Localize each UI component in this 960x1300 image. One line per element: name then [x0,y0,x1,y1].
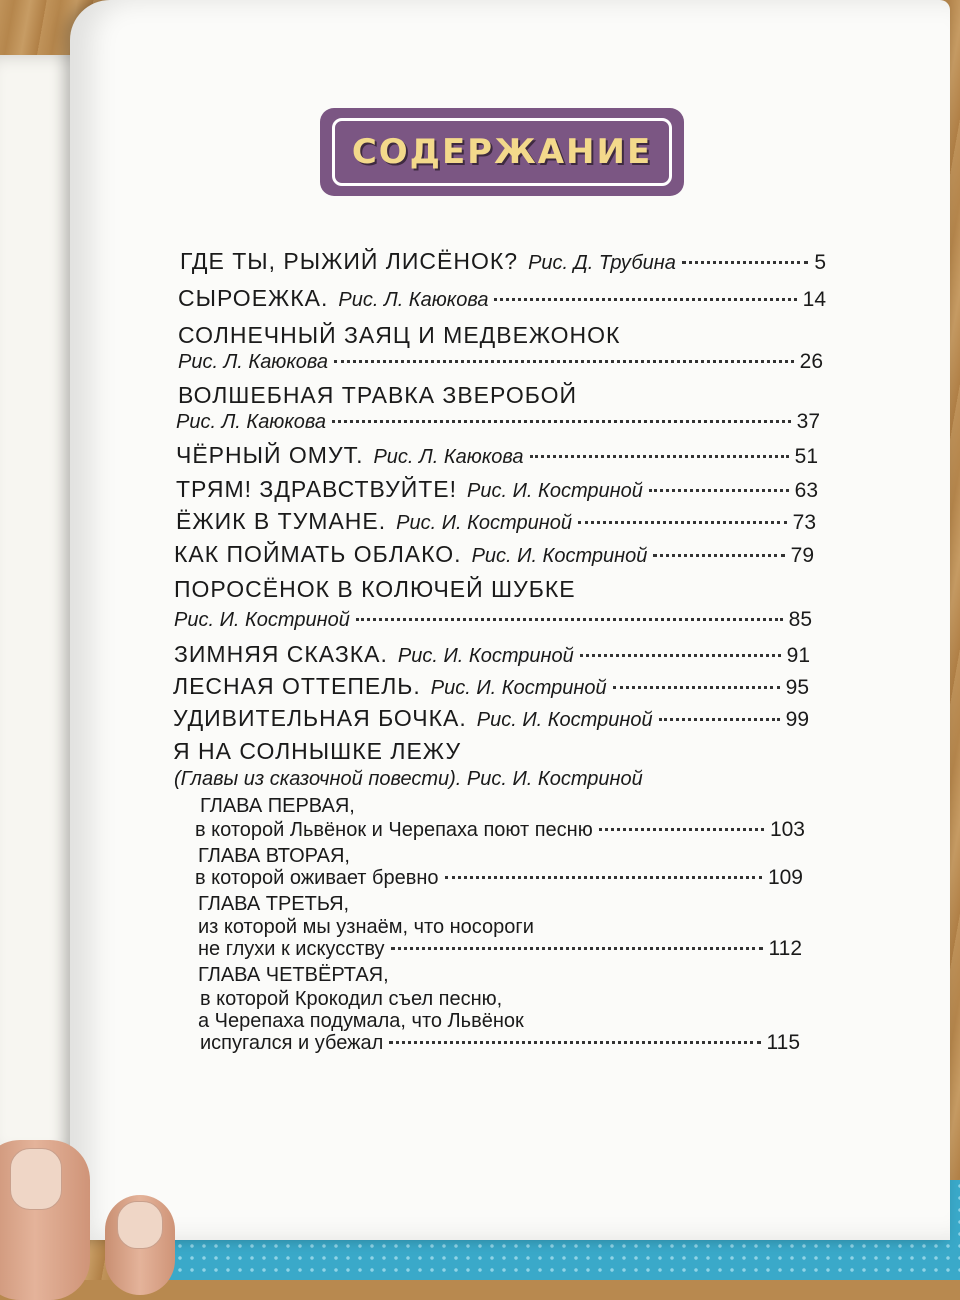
dot-leader [649,489,789,492]
chapter-line [198,916,534,939]
page-number: 115 [766,1031,800,1054]
page-number: 73 [792,511,816,534]
chapter-entry [195,866,803,890]
story-title: ГДЕ ТЫ, РЫЖИЙ ЛИСЁНОК? [180,248,519,274]
dot-leader [356,618,783,621]
illustrator-credit: Рис. И. Костриной [471,545,648,567]
toc-entry [178,350,823,374]
story-title: ЁЖИК В ТУМАНЕ. [176,508,387,534]
illustrator-credit: Рис. Л. Каюкова [373,446,524,468]
toc-entry [176,476,818,503]
chapter-entry [195,818,805,842]
chapter-entry [200,1031,800,1055]
toc-entry [174,641,810,668]
dot-leader [391,947,763,950]
chapter-heading: ГЛАВА ТРЕТЬЯ, [198,893,350,915]
chapter-title [200,795,355,818]
page-number: 85 [788,608,812,631]
illustrator-credit: Рис. И. Костриной [396,512,572,534]
chapter-description: не глухи к искусству [198,938,385,960]
toc-entry [180,248,826,275]
toc-entry [176,442,818,469]
story-title: КАК ПОЙМАТЬ ОБЛАКО. [174,541,462,567]
dot-leader [682,261,808,264]
toc-entry [176,410,820,434]
dot-leader [580,654,781,657]
dot-leader [389,1041,760,1044]
page-number: 109 [767,866,803,889]
toc-entry [173,705,809,732]
fingernail [117,1201,163,1249]
page-number: 51 [794,445,818,468]
illustrator-credit: Рис. Л. Каюкова [178,351,329,373]
toc-entry-title [178,322,620,349]
toc-entry [174,541,814,568]
chapter-description: в которой оживает бревно [195,867,439,889]
story-title: Я НА СОЛНЫШКЕ ЛЕЖУ [173,738,462,764]
page-number: 5 [814,251,826,274]
toc-entry [176,508,816,535]
chapter-description: а Черепаха подумала, что Львёнок [198,1010,524,1032]
page-number: 112 [768,937,802,960]
illustrator-credit: Рис. И. Костриной [430,677,607,699]
chapter-description: в которой Крокодил съел песню, [200,988,503,1010]
illustrator-credit: Рис. Д. Трубина [528,252,676,274]
page-number: 79 [790,544,814,567]
toc-entry-title [174,576,576,603]
page-number: 95 [785,676,809,699]
chapter-entry [198,937,802,961]
toc-entry [174,608,812,632]
dot-leader [445,876,762,879]
illustrator-credit: Рис. Л. Каюкова [176,411,327,433]
dot-leader [653,554,784,557]
chapter-title [198,964,389,987]
illustrator-credit: Рис. И. Костриной [397,645,574,667]
chapter-title [198,845,350,868]
dot-leader [530,455,789,458]
dot-leader [334,360,794,363]
chapter-description: в которой Львёнок и Черепаха поют песню [195,819,593,841]
page-number: 91 [786,644,810,667]
chapter-description: испугался и убежал [200,1032,384,1054]
story-title: ПОРОСЁНОК В КОЛЮЧЕЙ ШУБКЕ [174,576,576,602]
illustrator-credit: Рис. И. Костриной [174,609,350,631]
story-title: ЗИМНЯЯ СКАЗКА. [174,641,388,667]
toc-entry [173,673,809,700]
thumb [0,1140,90,1300]
chapter-heading: ГЛАВА ПЕРВАЯ, [200,795,355,817]
toc-entry [178,285,826,312]
page-number: 14 [802,288,826,311]
dot-leader [599,828,764,831]
toc-entry-title [178,382,577,409]
dot-leader [613,686,780,689]
chapter-line [200,988,502,1011]
illustrator-credit: Рис. Л. Каюкова [338,289,489,311]
dot-leader [332,420,791,423]
finger [105,1195,175,1295]
toc-entry-subtitle [174,768,643,791]
story-title: ТРЯМ! ЗДРАВСТВУЙТЕ! [176,476,458,502]
dot-leader [494,298,796,301]
page-number: 99 [785,708,809,731]
dot-leader [659,718,780,721]
toc-entry-title [173,738,461,765]
illustrator-credit: (Главы из сказочной повести). Рис. И. Костриной [174,768,643,790]
chapter-title [198,893,349,916]
chapter-heading: ГЛАВА ЧЕТВЁРТАЯ, [198,964,389,986]
illustrator-credit: Рис. И. Костриной [476,709,653,731]
page-number: 63 [794,479,818,502]
page-number: 26 [799,350,823,373]
story-title: ЧЁРНЫЙ ОМУТ. [176,442,364,468]
page-number: 37 [796,410,820,433]
page-number: 103 [769,818,805,841]
illustrator-credit: Рис. И. Костриной [467,480,643,502]
dot-leader [578,521,787,524]
chapter-heading: ГЛАВА ВТОРАЯ, [198,845,350,867]
chapter-description: из которой мы узнаём, что носороги [198,916,534,938]
contents-title: СОДЕРЖАНИЕ [351,132,653,172]
story-title: СЫРОЕЖКА. [178,285,329,311]
story-title: ЛЕСНАЯ ОТТЕПЕЛЬ. [173,673,421,699]
story-title: ВОЛШЕБНАЯ ТРАВКА ЗВЕРОБОЙ [178,382,577,408]
thumbnail-nail [10,1148,62,1210]
story-title: УДИВИТЕЛЬНАЯ БОЧКА. [173,705,467,731]
chapter-line [198,1010,524,1033]
story-title: СОЛНЕЧНЫЙ ЗАЯЦ И МЕДВЕЖОНОК [178,322,621,348]
